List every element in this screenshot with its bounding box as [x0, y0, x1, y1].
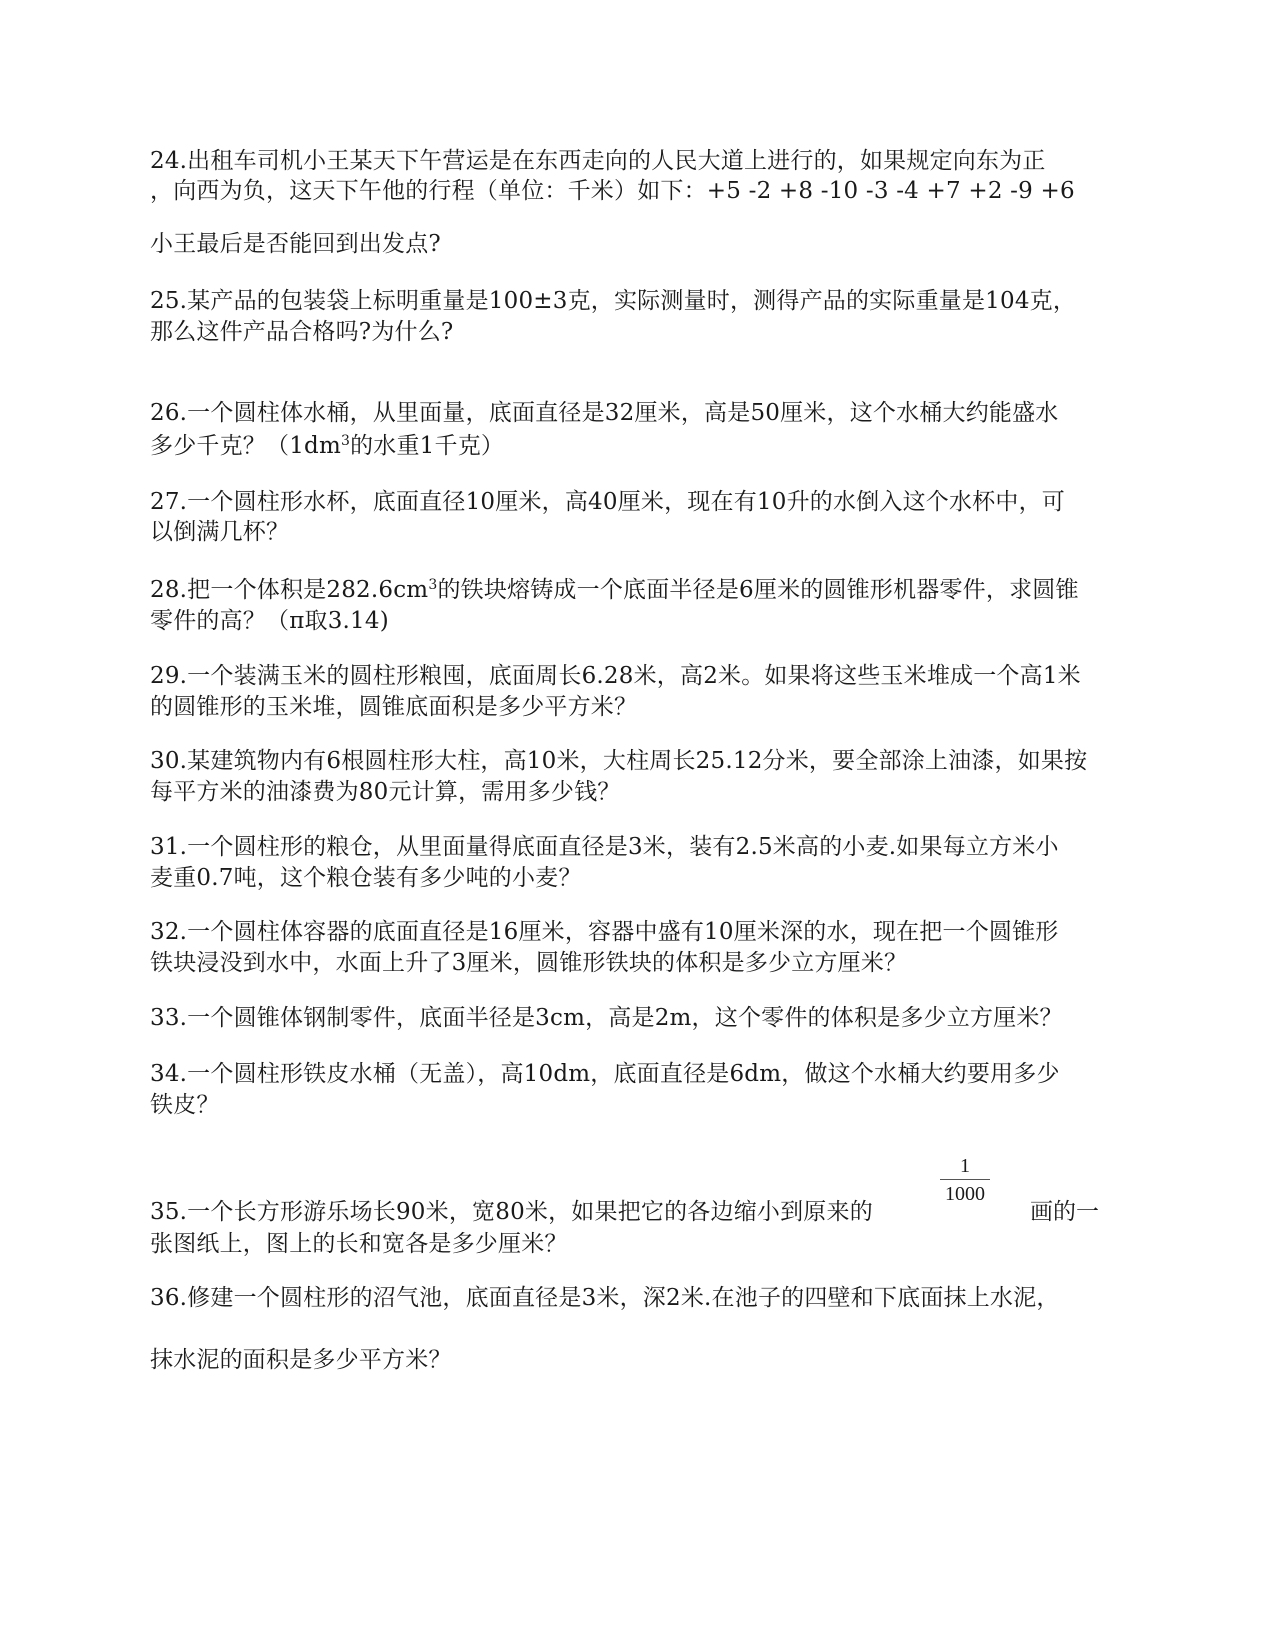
- superscript-3: 3: [428, 577, 438, 593]
- question-26-line-2: [150, 431, 504, 461]
- fraction-one-thousandth: [940, 1154, 990, 1206]
- question-30-line-2: 每平方米的油漆费为80元计算，需用多少钱？: [150, 779, 621, 805]
- question-28-line-2: 零件的高？（π取3.14): [150, 608, 389, 634]
- question-24-line-2: ，向西为负，这天下午他的行程（单位：千米）如下：+5 -2 +8 -10 -3 -4 +7 +2 -9 +6: [150, 178, 1075, 204]
- question-27-line-2: 以倒满几杯？: [150, 519, 290, 545]
- question-34-line-1: 34.一个圆柱形铁皮水桶（无盖），高10dm，底面直径是6dm，做这个水桶大约要用多少: [150, 1061, 1060, 1087]
- question-26-line-2-a: 多少千克？（1dm: [150, 433, 341, 459]
- question-31-line-1: 31.一个圆柱形的粮仓，从里面量得底面直径是3米，装有2.5米高的小麦.如果每立方米小: [150, 834, 1059, 860]
- question-34-line-2: 铁皮？: [150, 1092, 220, 1118]
- question-28-line-1-b: 的铁块熔铸成一个底面半径是6厘米的圆锥形机器零件，求圆锥: [437, 577, 1079, 603]
- fraction-numerator: 1: [960, 1155, 970, 1177]
- question-27-line-1: 27.一个圆柱形水杯，底面直径10厘米，高40厘米，现在有10升的水倒入这个水杯中，可: [150, 489, 1065, 515]
- question-35-line-1: 35.一个长方形游乐场长90米，宽80米，如果把它的各边缩小到原来的: [150, 1199, 873, 1225]
- fraction-denominator: 1000: [945, 1183, 985, 1205]
- question-28-line-1-a: 28.把一个体积是282.6cm: [150, 577, 429, 603]
- question-36-line-2: 抹水泥的面积是多少平方米？: [150, 1347, 452, 1373]
- question-30-line-1: 30.某建筑物内有6根圆柱形大柱，高10米，大柱周长25.12分米，要全部涂上油漆，如果按: [150, 748, 1088, 774]
- question-26-line-1: 26.一个圆柱体水桶，从里面量，底面直径是32厘米，高是50厘米，这个水桶大约能盛水: [150, 400, 1059, 426]
- question-35-line-2: 张图纸上，图上的长和宽各是多少厘米？: [150, 1231, 568, 1257]
- question-36-line-1: 36.修建一个圆柱形的沼气池，底面直径是3米，深2米.在池子的四壁和下底面抹上水泥，: [150, 1285, 1060, 1311]
- fraction-bar: [940, 1179, 990, 1180]
- question-25-line-2: 那么这件产品合格吗?为什么?: [150, 319, 454, 345]
- question-25-line-1: 25.某产品的包装袋上标明重量是100±3克，实际测量时，测得产品的实际重量是104克，: [150, 288, 1077, 314]
- question-26-line-2-b: 的水重1千克）: [350, 433, 505, 459]
- question-32-line-1: 32.一个圆柱体容器的底面直径是16厘米，容器中盛有10厘米深的水，现在把一个圆锥形: [150, 919, 1059, 945]
- question-32-line-2: 铁块浸没到水中，水面上升了3厘米，圆锥形铁块的体积是多少立方厘米？: [150, 950, 908, 976]
- question-29-line-1: 29.一个装满玉米的圆柱形粮囤，底面周长6.28米，高2米。如果将这些玉米堆成一个高1米: [150, 663, 1081, 689]
- question-24-line-1: 24.出租车司机小王某天下午营运是在东西走向的人民大道上进行的，如果规定向东为正: [150, 148, 1046, 174]
- superscript-3: 3: [340, 433, 351, 449]
- question-33-line-1: 33.一个圆锥体钢制零件，底面半径是3cm，高是2m，这个零件的体积是多少立方厘米？: [150, 1005, 1063, 1031]
- question-24-line-3: 小王最后是否能回到出发点?: [150, 231, 441, 257]
- question-29-line-2: 的圆锥形的玉米堆，圆锥底面积是多少平方米？: [150, 694, 638, 720]
- question-35-line-1-tail: 画的一: [1030, 1199, 1099, 1225]
- question-28-line-1: [150, 575, 1079, 605]
- question-31-line-2: 麦重0.7吨，这个粮仓装有多少吨的小麦？: [150, 865, 582, 891]
